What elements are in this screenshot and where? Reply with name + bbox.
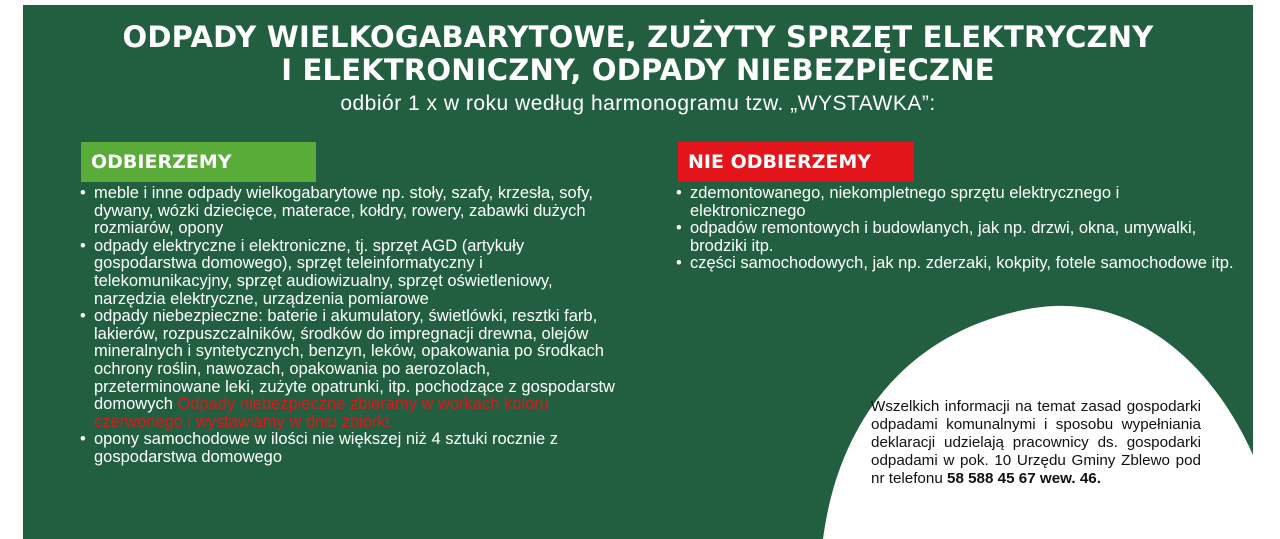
contact-info — [871, 398, 1201, 488]
list-item: • opony samochodowe w ilości nie większej niż 4 sztuki rocznie z gospodarstwa domowego — [80, 431, 620, 466]
list-item: • meble i inne odpady wielkogabarytowe np. stoły, szafy, krzesła, sofy, dywany, wózki dziecięce, materace, kołdry, rowery, zabawki dużych rozmiarów, opony — [80, 185, 620, 238]
phone-number: 58 588 45 67 wew. 46. — [947, 470, 1101, 487]
list-item-text: odpady niebezpieczne: baterie i akumulatory, świetlówki, resztki farb, lakierów, rozpuszczalników, środków do impregnacji drewna, olejów mineralnych i syntetycznych, benzyn, leków, opakowania po środkach ochrony roślin, nawozach, opakowania po aerozolach, przeterminowane leki, zużyte opatrunki, itp. pochodzące z gospodarstw domowych — [94, 307, 615, 414]
list-item: • odpadów remontowych i budowlanych, jak np. drzwi, okna, umywalki, brodziki itp. — [676, 220, 1236, 255]
page-title — [23, 21, 1253, 87]
accepted-heading-badge: ODBIERZEMY — [81, 142, 316, 182]
contact-info-text: Wszelkich informacji na temat zasad gospodarki odpadami komunalnymi i sposobu wypełniania deklaracji udzielają pracownicy ds. gospodarki odpadami w pok. 10 Urzędu Gminy Zblewo pod nr telefonu — [871, 398, 1201, 487]
hazard-note: Odpady niebezpieczne zbieramy w workach koloru czerwonego i wystawiamy w dniu zbiórki. — [94, 395, 549, 431]
info-panel — [23, 5, 1253, 539]
list-item: • części samochodowych, jak np. zderzaki, kokpity, fotele samochodowe itp. — [676, 255, 1236, 273]
rejected-list — [676, 185, 1236, 273]
rejected-heading-badge: NIE ODBIERZEMY — [678, 142, 914, 182]
page-subtitle: odbiór 1 x w roku według harmonogramu tzw. „WYSTAWKA”: — [340, 92, 936, 115]
title-line-2: I ELEKTRONICZNY, ODPADY NIEBEZPIECZNE — [281, 53, 995, 87]
list-item: • odpady elektryczne i elektroniczne, tj. sprzęt AGD (artykuły gospodarstwa domowego), sprzęt teleinformatyczny i telekomunikacyjny, sprzęt audiowizualny, sprzęt oświetleniowy, narzędzia elektryczne, urządzenia pomiarowe — [80, 238, 620, 308]
list-item — [80, 308, 620, 431]
accepted-list — [80, 185, 620, 467]
title-line-1: ODPADY WIELKOGABARYTOWE, ZUŻYTY SPRZĘT ELEKTRYCZNY — [122, 20, 1154, 54]
list-item: • zdemontowanego, niekompletnego sprzętu elektrycznego i elektronicznego — [676, 185, 1236, 220]
